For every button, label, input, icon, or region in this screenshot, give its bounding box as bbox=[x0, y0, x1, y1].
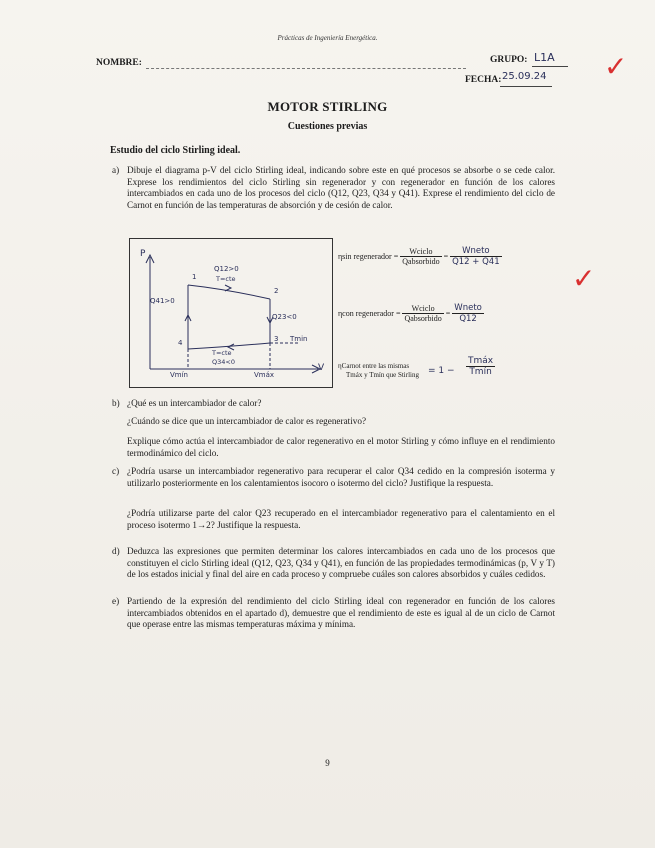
equals-sign: = bbox=[445, 309, 451, 318]
page-subtitle: Cuestiones previas bbox=[287, 121, 368, 132]
fraction-denominator: Qabsorbido bbox=[402, 257, 440, 266]
page-number: 9 bbox=[325, 758, 330, 768]
question-c-line2: ¿Podría utilizarse parte del calor Q23 recuperado en el intercambiador regenerativo para el calentamiento en el proceso isotermo 1→2? Justifique la respuesta. bbox=[127, 508, 555, 530]
pv-diagram bbox=[129, 238, 333, 388]
fecha-line bbox=[500, 86, 552, 87]
t34-label: T=cte bbox=[212, 349, 232, 357]
point-4-label: 4 bbox=[178, 339, 183, 347]
grupo-value: L1A bbox=[534, 51, 555, 64]
formula-carnot-label bbox=[338, 362, 419, 380]
fraction-numerator: Wciclo bbox=[400, 247, 441, 257]
fraction bbox=[400, 247, 441, 266]
question-d-text: Deduzca las expresiones que permiten determinar los calores intercambiados en cada uno de los procesos que constituyen el ciclo Stirling ideal (Q12, Q23, Q34 y Q41), en función de las propiedades termodinámicas (p, V y T) de los estados inicial y final del aire en cada proceso y compruebe cuáles son calores absorbidos y cuáles cedidos. bbox=[127, 546, 555, 579]
fraction-denominator: Qabsorbido bbox=[404, 314, 442, 323]
nombre-label: NOMBRE: bbox=[96, 58, 142, 68]
question-letter: b) bbox=[112, 398, 120, 408]
point-1-label: 1 bbox=[192, 273, 197, 281]
eta-con-label: ηcon regenerador bbox=[338, 309, 394, 318]
fraction-numerator: Wneto bbox=[450, 246, 502, 257]
fraction-numerator: Tmáx bbox=[468, 356, 494, 366]
grupo-label: GRUPO: bbox=[490, 55, 528, 65]
eta-carnot-line2: Tmáx y Tmín que Stirling bbox=[346, 371, 419, 379]
q41-label: Q41>0 bbox=[150, 297, 175, 305]
fraction-numerator: Wneto bbox=[454, 303, 482, 313]
vmax-label: Vmáx bbox=[254, 371, 275, 379]
tmin-label: Tmin bbox=[290, 335, 308, 343]
question-b-line2: ¿Cuándo se dice que un intercambiador de calor es regenerativo? bbox=[127, 416, 367, 426]
fraction-denominator: Tmín bbox=[469, 367, 492, 377]
handwritten-carnot-eq: = 1 − bbox=[428, 366, 455, 376]
q12-label: Q12>0 bbox=[214, 265, 239, 273]
question-b-line1: ¿Qué es un intercambiador de calor? bbox=[127, 398, 262, 408]
fecha-value: 25.09.24 bbox=[502, 71, 547, 82]
page-title: MOTOR STIRLING bbox=[267, 99, 388, 114]
q34-label: Q34<0 bbox=[212, 358, 235, 366]
arrow-12-icon bbox=[225, 285, 231, 291]
equals-sign: = bbox=[443, 252, 449, 261]
fecha-label: FECHA: bbox=[465, 75, 502, 85]
eta-carnot-line1: ηCarnot entre las mismas bbox=[338, 362, 410, 370]
formula-con-regenerador bbox=[338, 303, 558, 324]
fraction-numerator: Wciclo bbox=[402, 304, 443, 314]
point-3-label: 3 bbox=[274, 335, 279, 343]
question-a-text: Dibuje el diagrama p-V del ciclo Stirling ideal, indicando sobre este en qué procesos se absorbe o se cede calor. Exprese los rendimientos del ciclo Stirling sin regenerador y con regenerador en función de los calores intercambiados en cada uno de los procesos del ciclo (Q12, Q23, Q34 y Q41). Exprese el rendimiento del ciclo de Carnot en función de las temperaturas de absorción y de cesión de calor. bbox=[127, 165, 555, 210]
question-c-line1: ¿Podría usarse un intercambiador regenerativo para recuperar el calor Q34 cedido en la compresión isoterma y utilizarlo posteriormente en los calentamientos isocoro o isotermo del ciclo? Justifique la respuesta. bbox=[127, 466, 555, 488]
v-axis-label: V bbox=[318, 363, 325, 373]
section-heading: Estudio del ciclo Stirling ideal. bbox=[110, 145, 241, 156]
handwritten-fraction bbox=[450, 246, 502, 267]
equals-sign: = bbox=[395, 309, 401, 318]
eta-sin-label: ηsin regenerador bbox=[338, 252, 392, 261]
grupo-line bbox=[532, 66, 568, 67]
handwritten-fraction bbox=[452, 303, 484, 324]
page-header: Prácticas de Ingeniería Energética. bbox=[277, 34, 378, 42]
question-b-line3: Explique cómo actúa el intercambiador de calor regenerativo en el motor Stirling y cómo influye en el rendimiento termodinámico del ciclo. bbox=[127, 436, 555, 458]
check-mark-icon: ✓ bbox=[572, 262, 596, 295]
check-mark-icon: ✓ bbox=[604, 50, 628, 83]
question-letter: a) bbox=[112, 165, 120, 175]
fraction bbox=[402, 304, 443, 323]
nombre-line bbox=[146, 68, 466, 69]
question-letter: e) bbox=[112, 596, 120, 606]
vmin-label: Vmín bbox=[170, 371, 188, 379]
question-letter: d) bbox=[112, 546, 120, 556]
fraction-denominator: Q12 + Q41 bbox=[452, 257, 500, 267]
question-letter: c) bbox=[112, 466, 120, 476]
handwritten-carnot-fraction bbox=[466, 356, 495, 377]
t12-label: T=cte bbox=[216, 275, 236, 283]
q23-label: Q23<0 bbox=[272, 313, 297, 321]
equals-sign: = bbox=[393, 252, 399, 261]
formula-sin-regenerador bbox=[338, 246, 558, 267]
point-2-label: 2 bbox=[274, 287, 279, 295]
p-axis-label: P bbox=[140, 249, 146, 259]
question-e-text: Partiendo de la expresión del rendimiento del ciclo Stirling ideal con regenerador en función de los calores intercambiados obtenidos en el apartado d), demuestre que el rendimiento de este es igual al de un ciclo de Carnot que operase entre las mismas temperaturas máxima y mínima. bbox=[127, 596, 555, 629]
fraction-denominator: Q12 bbox=[459, 314, 477, 324]
